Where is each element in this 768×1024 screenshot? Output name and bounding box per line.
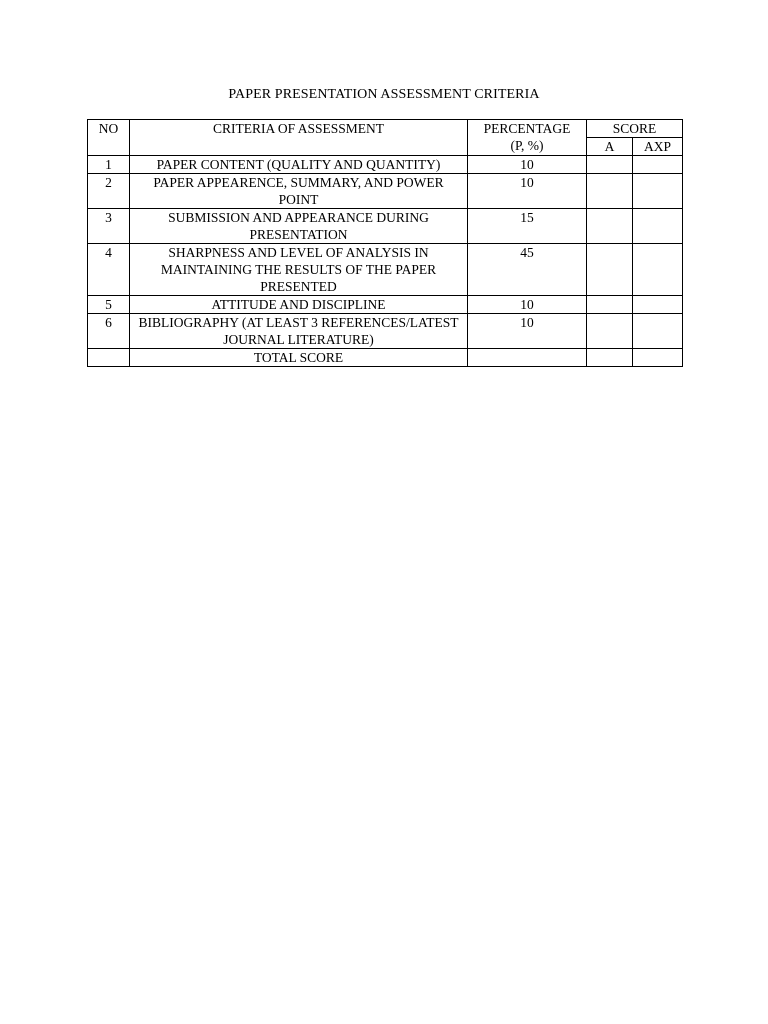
row-no: 4 [88,244,130,296]
row-percentage: 10 [468,156,587,174]
row-no: 6 [88,314,130,349]
row-score-axp [633,314,683,349]
row-score-axp [633,244,683,296]
table-row [88,314,683,349]
header-score-a: A [587,138,633,156]
row-score-axp [633,156,683,174]
header-criteria: CRITERIA OF ASSESSMENT [130,120,468,156]
header-percentage-line2: (P, %) [510,138,544,153]
row-score-a [587,314,633,349]
row-criteria: PAPER CONTENT (QUALITY AND QUANTITY) [130,156,468,174]
row-no: 2 [88,174,130,209]
row-no: 3 [88,209,130,244]
table-row [88,209,683,244]
header-score: SCORE [587,120,683,138]
total-score-label: TOTAL SCORE [130,349,468,367]
row-score-a [587,244,633,296]
row-percentage: 45 [468,244,587,296]
header-score-axp: AXP [633,138,683,156]
total-score-a-cell [587,349,633,367]
row-score-a [587,209,633,244]
table-row [88,156,683,174]
row-criteria: SHARPNESS AND LEVEL OF ANALYSIS IN MAINTAINING THE RESULTS OF THE PAPER PRESENTED [130,244,468,296]
header-percentage [468,120,587,156]
document-title: PAPER PRESENTATION ASSESSMENT CRITERIA [228,87,540,102]
total-no-cell [88,349,130,367]
table-row [88,174,683,209]
row-criteria: PAPER APPEARENCE, SUMMARY, AND POWER POINT [130,174,468,209]
row-score-a [587,156,633,174]
row-score-axp [633,296,683,314]
row-score-a [587,296,633,314]
row-score-axp [633,209,683,244]
total-percentage-cell [468,349,587,367]
row-criteria: SUBMISSION AND APPEARANCE DURING PRESENTATION [130,209,468,244]
row-percentage: 15 [468,209,587,244]
table-row [88,296,683,314]
header-no: NO [88,120,130,156]
total-score-axp-cell [633,349,683,367]
row-score-a [587,174,633,209]
row-percentage: 10 [468,314,587,349]
row-criteria: ATTITUDE AND DISCIPLINE [130,296,468,314]
row-no: 1 [88,156,130,174]
header-percentage-line1: PERCENTAGE [483,121,571,136]
table-header-row [88,120,683,138]
row-criteria: BIBLIOGRAPHY (AT LEAST 3 REFERENCES/LATEST JOURNAL LITERATURE) [130,314,468,349]
row-percentage: 10 [468,174,587,209]
total-row [88,349,683,367]
assessment-criteria-table [87,119,683,367]
row-percentage: 10 [468,296,587,314]
table-row [88,244,683,296]
row-score-axp [633,174,683,209]
row-no: 5 [88,296,130,314]
